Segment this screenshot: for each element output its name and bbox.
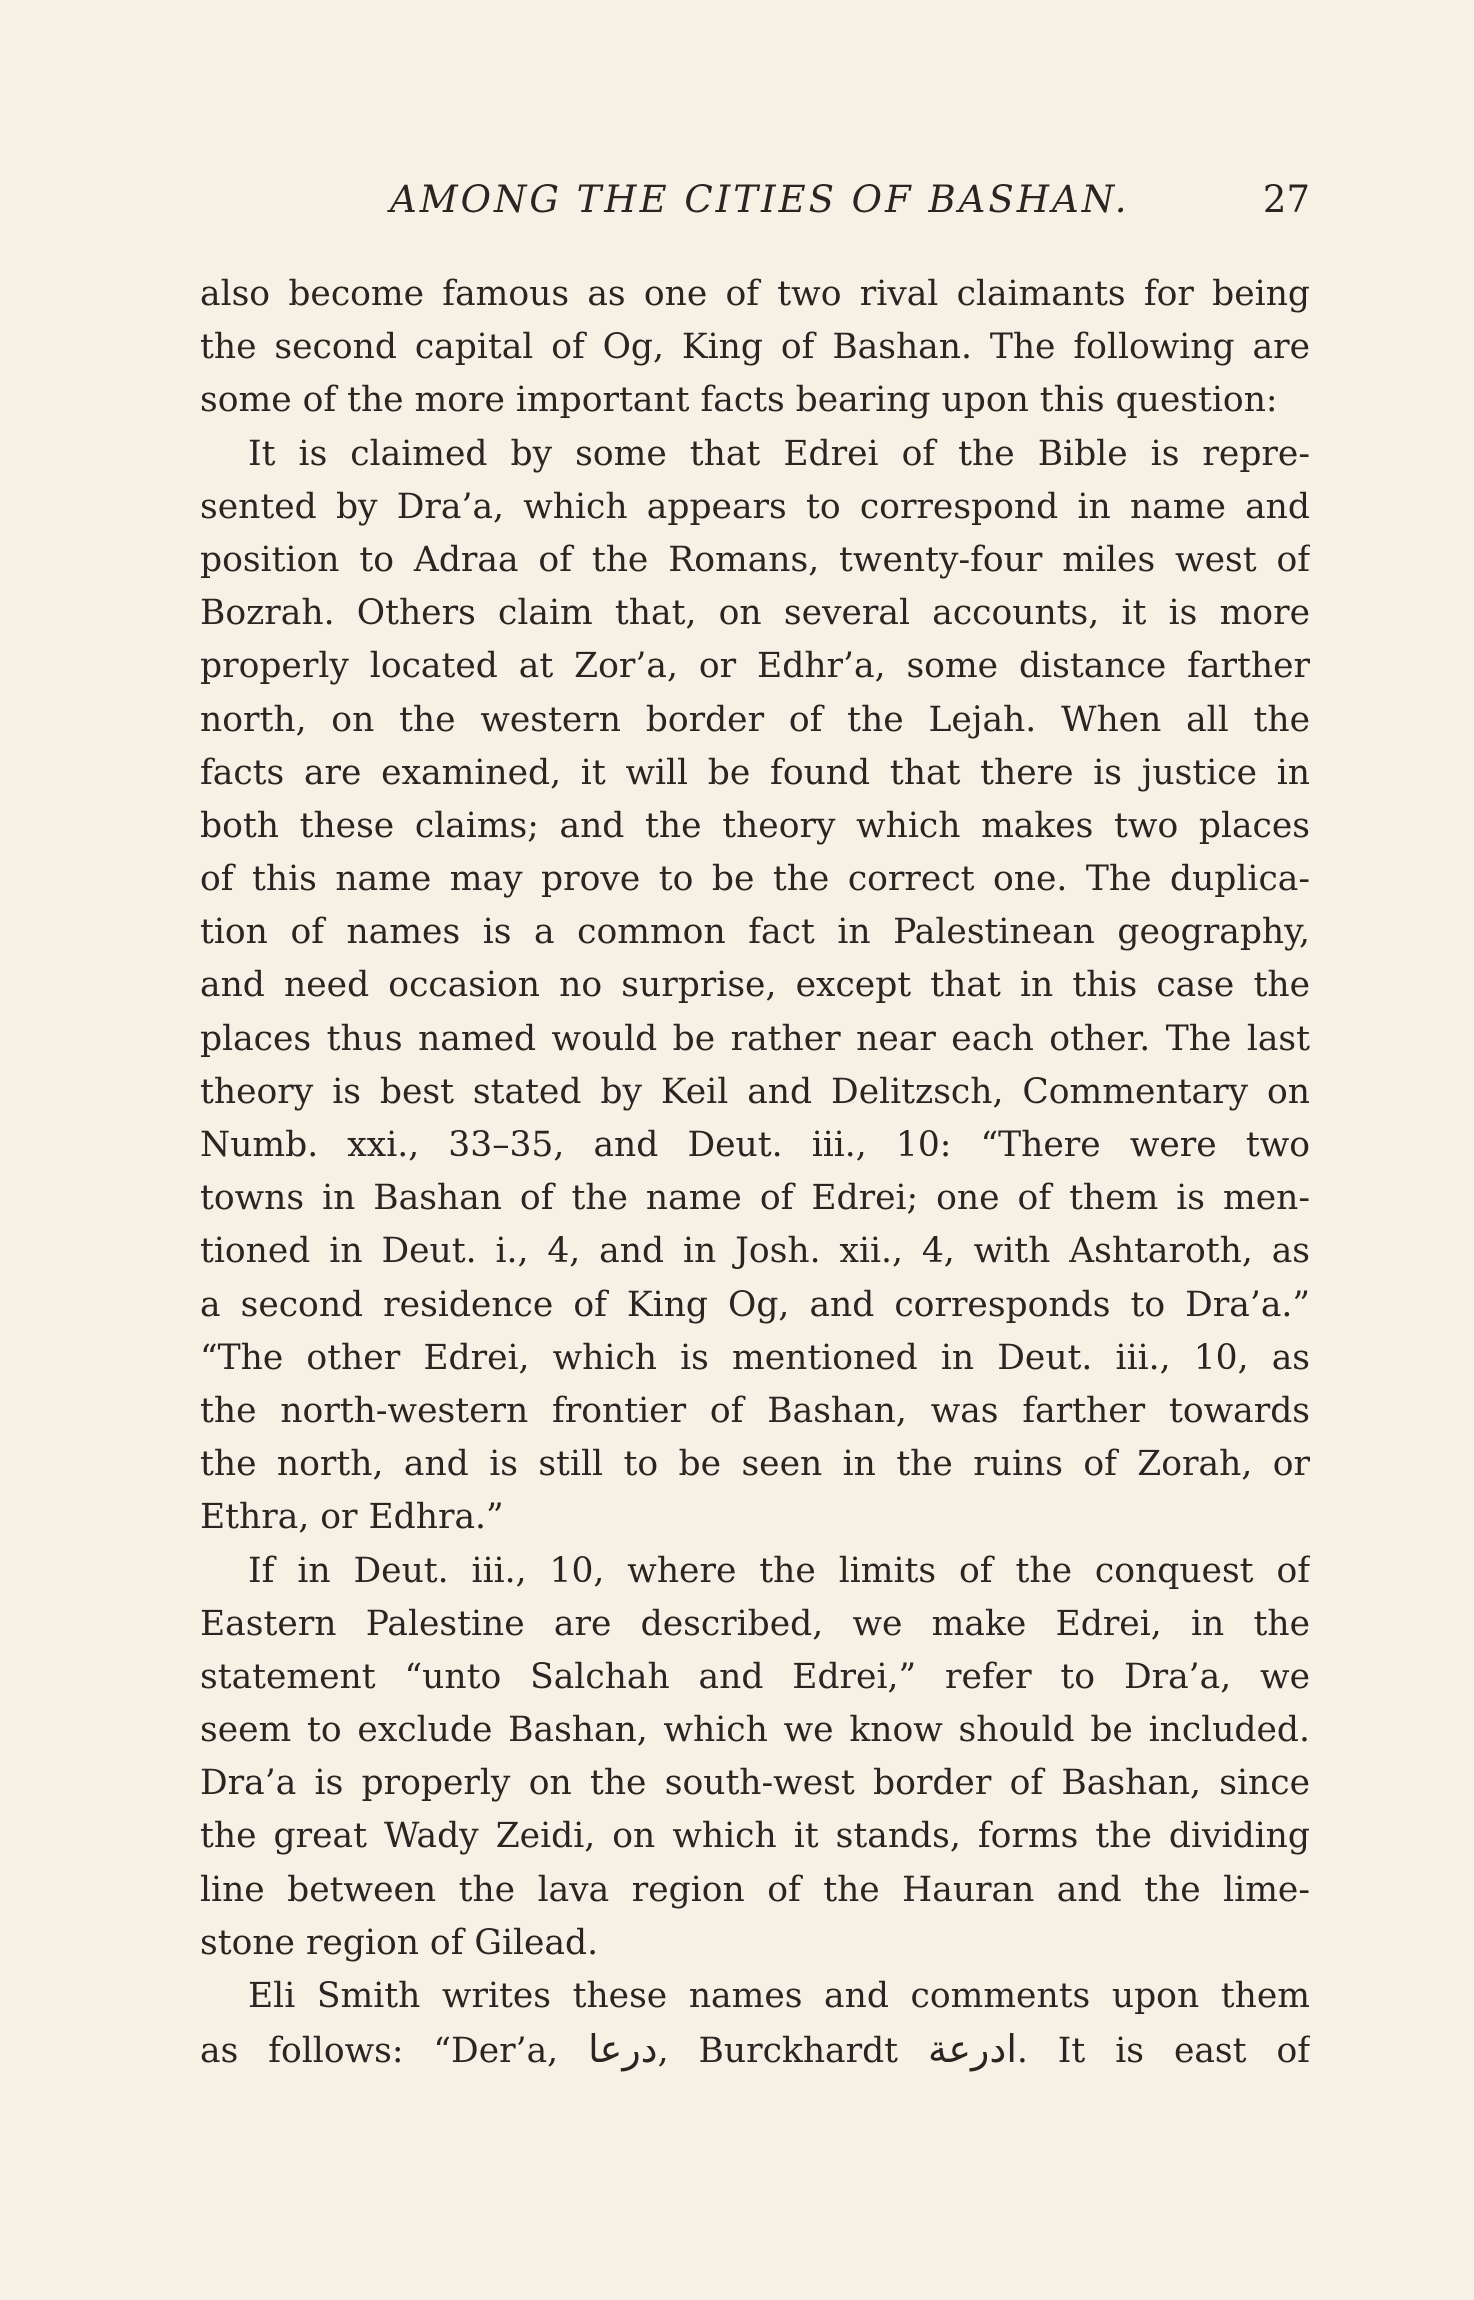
text-line: position to Adraa of the Romans, twenty-four miles west of: [200, 539, 1310, 580]
final-text-line: [200, 2023, 1310, 2076]
text-line: towns in Bashan of the name of Edrei; one of them is men-: [200, 1178, 1310, 1219]
text-line: stone region of Gilead.: [200, 1922, 599, 1963]
final-line-ending: . It is east of: [1016, 2031, 1310, 2072]
final-line-opening: as follows: “Der’a,: [200, 2031, 589, 2072]
text-line: tioned in Deut. i., 4, and in Josh. xii., 4, with Ashtaroth, as: [200, 1231, 1310, 1272]
text-line: the great Wady Zeidi, on which it stands, forms the dividing: [200, 1816, 1310, 1857]
body-text: [200, 268, 1310, 2076]
text-line: Numb. xxi., 33–35, and Deut. iii., 10: “There were two: [200, 1125, 1310, 1165]
final-line-middle: , Burckhardt: [657, 2031, 928, 2072]
text-line: “The other Edrei, which is mentioned in Deut. iii., 10, as: [200, 1337, 1310, 1378]
text-line: statement “unto Salchah and Edrei,” refer to Dra’a, we: [200, 1656, 1310, 1697]
paragraph-start-line: Eli Smith writes these names and comments upon them: [248, 1976, 1310, 2016]
arabic-name-burckhardt: ادرعة: [928, 2027, 1017, 2072]
paragraph-start-line: It is claimed by some that Edrei of the Bible is repre-: [248, 433, 1310, 474]
page-number: 27: [1262, 178, 1310, 221]
text-line: sented by Dra’a, which appears to correspond in name and: [200, 486, 1310, 527]
paragraph-start-line: If in Deut. iii., 10, where the limits of the conquest of: [248, 1550, 1310, 1591]
text-line: theory is best stated by Keil and Delitzsch, Commentary on: [200, 1071, 1310, 1112]
text-line: seem to exclude Bashan, which we know should be included.: [200, 1710, 1310, 1751]
text-line: the north, and is still to be seen in the ruins of Zorah, or: [200, 1444, 1310, 1485]
text-line: properly located at Zor’a, or Edhr’a, some distance farther: [200, 646, 1310, 687]
text-line: line between the lava region of the Hauran and the lime-: [200, 1869, 1310, 1910]
text-line: Ethra, or Edhra.”: [200, 1497, 504, 1538]
running-title: AMONG THE CITIES OF BASHAN.: [390, 178, 1130, 221]
text-line: both these claims; and the theory which makes two places: [200, 805, 1310, 846]
text-line: of this name may prove to be the correct one. The duplica-: [200, 859, 1310, 900]
text-line: Dra’a is properly on the south-west border of Bashan, since: [200, 1763, 1310, 1804]
text-line: facts are examined, it will be found that there is justice in: [200, 752, 1310, 793]
text-line: some of the more important facts bearing upon this question:: [200, 380, 1278, 421]
text-line: and need occasion no surprise, except that in this case the: [200, 965, 1310, 1006]
text-line: the second capital of Og, King of Bashan. The following are: [200, 327, 1310, 368]
running-head: [200, 172, 1310, 228]
text-line: also become famous as one of two rival claimants for being: [200, 274, 1310, 314]
text-line: a second residence of King Og, and corresponds to Dra’a.”: [200, 1284, 1310, 1325]
text-line: north, on the western border of the Lejah. When all the: [200, 699, 1310, 740]
text-line: places thus named would be rather near each other. The last: [200, 1018, 1310, 1059]
text-line: Bozrah. Others claim that, on several accounts, it is more: [200, 593, 1310, 634]
text-line: the north-western frontier of Bashan, was farther towards: [200, 1390, 1310, 1431]
arabic-name-dera: درعا: [588, 2027, 658, 2072]
text-line: Eastern Palestine are described, we make Edrei, in the: [200, 1603, 1310, 1644]
text-line: tion of names is a common fact in Palestinean geography,: [200, 912, 1310, 953]
